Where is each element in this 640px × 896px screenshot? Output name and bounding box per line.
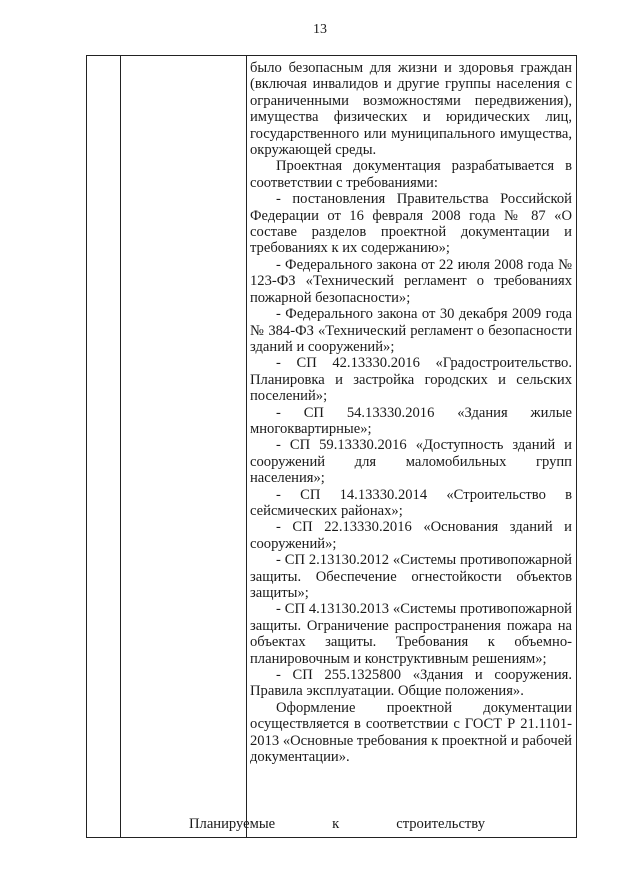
list-item: - Федерального закона от 22 июля 2008 года № 123-ФЗ «Технический регламент о требованиях пожарной безопасности»; xyxy=(250,256,572,306)
list-item: - СП 22.13330.2016 «Основания зданий и сооружений»; xyxy=(250,519,572,552)
list-item: - СП 4.13130.2013 «Системы противопожарной защиты. Ограничение распространения пожара на объектах защиты. Требования к объемно-планировочным и конструктивным решениям»; xyxy=(250,601,572,667)
page-number: 13 xyxy=(313,22,327,37)
document-table xyxy=(86,55,577,838)
table-column-divider-1 xyxy=(120,56,121,837)
list-item: - СП 59.13330.2016 «Доступность зданий и сооружений для маломобильных групп населения»; xyxy=(250,437,572,487)
paragraph-formatting: Оформление проектной документации осуществляется в соответствии с ГОСТ Р 21.1101-2013 «Основные требования к проектной и рабочей документации». xyxy=(250,699,572,766)
paragraph-continuation: было безопасным для жизни и здоровья граждан (включая инвалидов и другие группы населения с ограниченными возможностями передвижения), имущества физических и юридических лиц, государственного или муниципального имущества, окружающей среды. xyxy=(250,60,572,159)
list-item: - СП 42.13330.2016 «Градостроительство. Планировка и застройка городских и сельских поселений»; xyxy=(250,355,572,405)
list-item: - СП 14.13330.2014 «Строительство в сейсмических районах»; xyxy=(250,486,572,519)
list-item: - СП 2.13130.2012 «Системы противопожарной защиты. Обеспечение огнестойкости объектов защиты»; xyxy=(250,552,572,601)
paragraph-intro: Проектная документация разрабатывается в соответствии с требованиями: xyxy=(250,158,572,191)
list-item: - постановления Правительства Российской Федерации от 16 февраля 2008 года № 87 «О составе разделов проектной документации и требованиях к их содержанию»; xyxy=(250,191,572,257)
next-row-text: Планируемые к строительству xyxy=(189,816,485,832)
table-cell-text xyxy=(250,60,572,765)
list-item: - Федерального закона от 30 декабря 2009 года № 384-ФЗ «Технический регламент о безопасности зданий и сооружений»; xyxy=(250,306,572,355)
list-item: - СП 255.1325800 «Здания и сооружения. Правила эксплуатации. Общие положения». xyxy=(250,667,572,700)
table-column-divider-2 xyxy=(246,56,247,837)
list-item: - СП 54.13330.2016 «Здания жилые многоквартирные»; xyxy=(250,404,572,437)
